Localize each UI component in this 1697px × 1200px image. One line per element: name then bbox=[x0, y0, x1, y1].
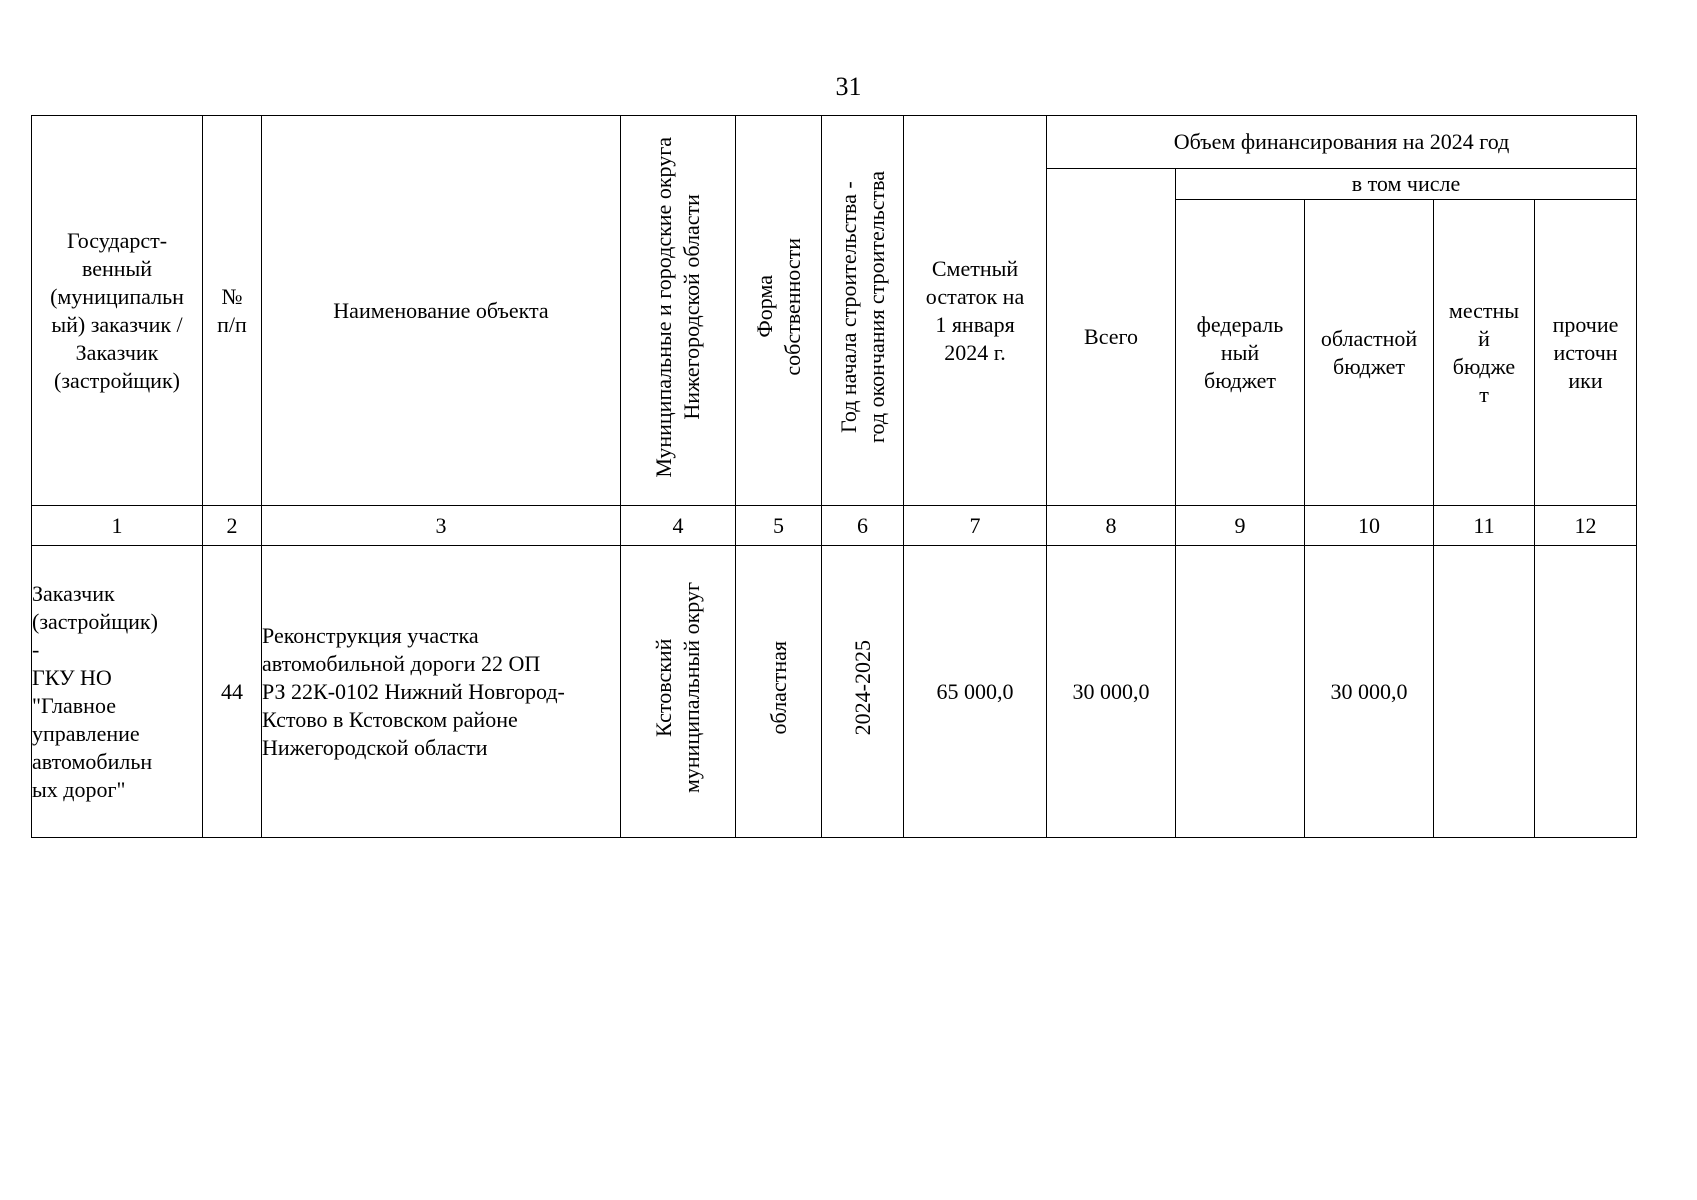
column-number: 7 bbox=[904, 506, 1047, 546]
header-municipality: Муниципальные и городские округа Нижегородской области bbox=[621, 116, 736, 506]
header-years: Год начала строительства - год окончания строительства bbox=[822, 116, 904, 506]
column-number: 6 bbox=[822, 506, 904, 546]
header-other: прочие источн ики bbox=[1535, 200, 1637, 506]
table-row bbox=[32, 546, 1637, 838]
column-number: 12 bbox=[1535, 506, 1637, 546]
header-federal: федераль ный бюджет bbox=[1176, 200, 1305, 506]
column-number: 8 bbox=[1047, 506, 1176, 546]
cell-ownership: областная bbox=[736, 546, 822, 838]
column-number: 4 bbox=[621, 506, 736, 546]
cell-estimated-balance: 65 000,0 bbox=[904, 546, 1047, 838]
cell-local bbox=[1434, 546, 1535, 838]
page-number: 31 bbox=[835, 72, 862, 101]
cell-other bbox=[1535, 546, 1637, 838]
cell-number: 44 bbox=[203, 546, 262, 838]
header-local: местны й бюдже т bbox=[1434, 200, 1535, 506]
capital-investment-table bbox=[31, 115, 1637, 838]
cell-object-name: Реконструкция участка автомобильной дороги 22 ОП РЗ 22К-0102 Нижний Новгород- Кстово в Кстовском районе Нижегородской области bbox=[262, 546, 621, 838]
cell-federal bbox=[1176, 546, 1305, 838]
column-number: 1 bbox=[32, 506, 203, 546]
header-including: в том числе bbox=[1176, 169, 1637, 200]
header-object-name: Наименование объекта bbox=[262, 116, 621, 506]
header-regional: областной бюджет bbox=[1305, 200, 1434, 506]
header-customer: Государст- венный (муниципальн ый) заказчик / Заказчик (застройщик) bbox=[32, 116, 203, 506]
cell-total: 30 000,0 bbox=[1047, 546, 1176, 838]
cell-municipality: Кстовский муниципальный округ bbox=[621, 546, 736, 838]
column-number: 2 bbox=[203, 506, 262, 546]
column-number: 3 bbox=[262, 506, 621, 546]
column-numbers-row bbox=[32, 506, 1637, 546]
column-number: 5 bbox=[736, 506, 822, 546]
header-funding-group: Объем финансирования на 2024 год bbox=[1047, 116, 1637, 169]
header-number: № п/п bbox=[203, 116, 262, 506]
column-number: 10 bbox=[1305, 506, 1434, 546]
cell-customer: Заказчик (застройщик) - ГКУ НО "Главное управление автомобильн ых дорог" bbox=[32, 546, 203, 838]
header-total: Всего bbox=[1047, 169, 1176, 506]
header-ownership: Форма собственности bbox=[736, 116, 822, 506]
header-row-1 bbox=[32, 116, 1637, 169]
column-number: 11 bbox=[1434, 506, 1535, 546]
cell-regional: 30 000,0 bbox=[1305, 546, 1434, 838]
cell-years: 2024-2025 bbox=[822, 546, 904, 838]
column-number: 9 bbox=[1176, 506, 1305, 546]
header-estimated-balance: Сметный остаток на 1 января 2024 г. bbox=[904, 116, 1047, 506]
